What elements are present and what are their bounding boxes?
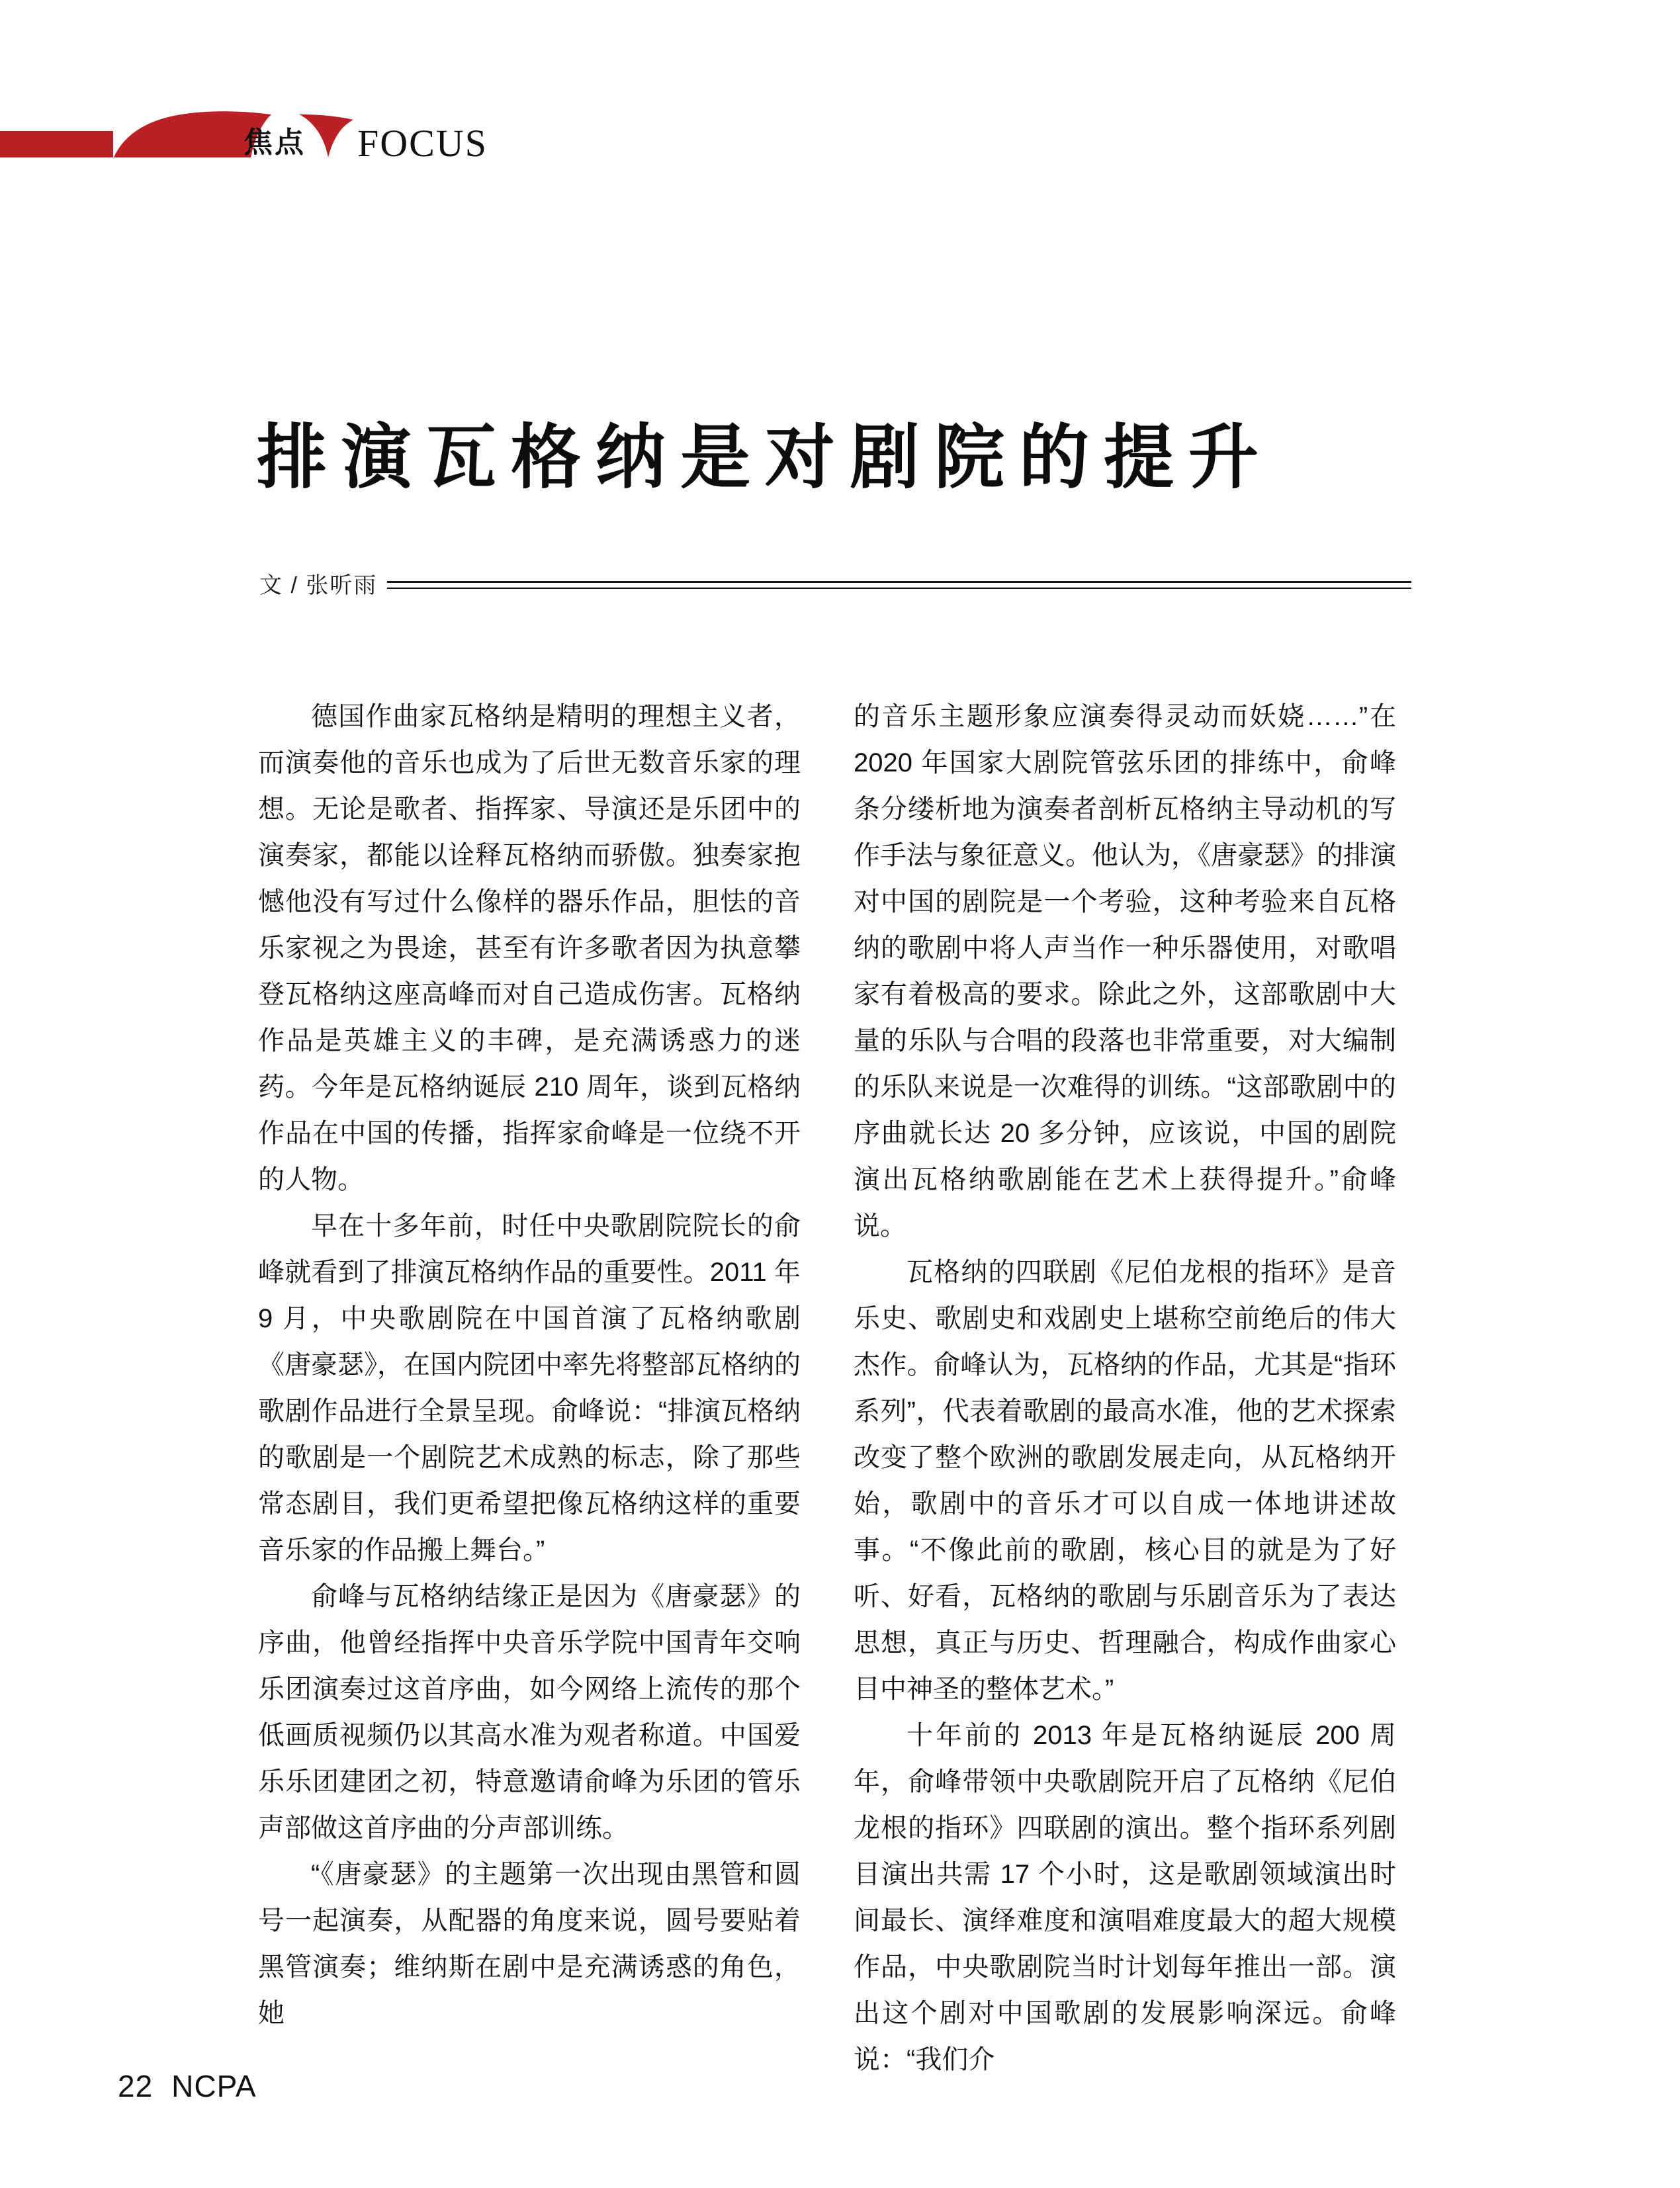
small-swoosh-shape <box>299 114 353 157</box>
article-paragraph: 的音乐主题形象应演奏得灵动而妖娆……”在 2020 年国家大剧院管弦乐团的排练中，俞峰条分缕析地为演奏者剖析瓦格纳主导动机的写作手法与象征意义。他认为，《唐豪瑟》的排演对中国的剧院是一个考验，这种考验来自瓦格纳的歌剧中将人声当作一种乐器使用，对歌唱家有着极高的要求。除此之外，这部歌剧中大量的乐队与合唱的段落也非常重要，对大编制的乐队来说是一次难得的训练。“这部歌剧中的序曲就长达 20 多分钟，应该说，中国的剧院演出瓦格纳歌剧能在艺术上获得提升。”俞峰说。 <box>854 702 1396 1241</box>
article-paragraph: 瓦格纳的四联剧《尼伯龙根的指环》是音乐史、歌剧史和戏剧史上堪称空前绝后的伟大杰作。俞峰认为，瓦格纳的作品，尤其是“指环系列”，代表着歌剧的最高水准，他的艺术探索改变了整个欧洲的歌剧发展走向，从瓦格纳开始，歌剧中的音乐才可以自成一体地讲述故事。“不像此前的歌剧，核心目的就是为了好听、好看，瓦格纳的歌剧与乐剧音乐为了表达思想，真正与历史、哲理融合，构成作曲家心目中神圣的整体艺术。” <box>854 1258 1396 1704</box>
page-footer <box>118 2071 257 2101</box>
magazine-brand: NCPA <box>171 2069 257 2103</box>
page-number: 22 <box>118 2069 154 2103</box>
byline-divider-rule <box>387 581 1411 589</box>
red-swoosh-graphic <box>0 106 371 165</box>
article-paragraph: 俞峰与瓦格纳结缘正是因为《唐豪瑟》的序曲，他曾经指挥中央音乐学院中国青年交响乐团演奏过这首序曲，如今网络上流传的那个低画质视频仍以其高水准为观者称道。中国爱乐乐团建团之初，特意邀请俞峰为乐团的管乐声部做这首序曲的分声部训练。 <box>258 1582 801 1843</box>
page-title: 排演瓦格纳是对剧院的提升 <box>257 419 1273 498</box>
article-paragraph: 德国作曲家瓦格纳是精明的理想主义者，而演奏他的音乐也成为了后世无数音乐家的理想。无论是歌者、指挥家、导演还是乐团中的演奏家，都能以诠释瓦格纳而骄傲。独奏家抱憾他没有写过什么像样的器乐作品，胆怯的音乐家视之为畏途，甚至有许多歌者因为执意攀登瓦格纳这座高峰而对自己造成伤害。瓦格纳作品是英雄主义的丰碑，是充满诱惑力的迷药。今年是瓦格纳诞辰 210 周年，谈到瓦格纳作品在中国的传播，指挥家俞峰是一位绕不开的人物。 <box>258 702 801 1194</box>
article-column-right <box>854 693 1396 2083</box>
article-paragraph: 早在十多年前，时任中央歌剧院院长的俞峰就看到了排演瓦格纳作品的重要性。2011 年 9 月，中央歌剧院在中国首演了瓦格纳歌剧《唐豪瑟》，在国内院团中率先将整部瓦格纳的歌剧作品进行全景呈现。俞峰说：“排演瓦格纳的歌剧是一个剧院艺术成熟的标志，除了那些常态剧目，我们更希望把像瓦格纳这样的重要音乐家的作品搬上舞台。” <box>258 1211 801 1565</box>
red-bar <box>0 131 113 157</box>
article-paragraph: “《唐豪瑟》的主题第一次出现由黑管和圆号一起演奏，从配器的角度来说，圆号要贴着黑管演奏；维纳斯在剧中是充满诱惑的角色，她 <box>258 1860 801 2028</box>
byline-row <box>259 572 1411 601</box>
byline: 文 / 张听雨 <box>259 573 378 598</box>
section-label-en: FOCUS <box>357 122 488 165</box>
article-column-left <box>258 693 801 2036</box>
section-label-cn: 焦点 <box>243 126 306 159</box>
article-paragraph: 十年前的 2013 年是瓦格纳诞辰 200 周年，俞峰带领中央歌剧院开启了瓦格纳《尼伯龙根的指环》四联剧的演出。整个指环系列剧目演出共需 17 个小时，这是歌剧领域演出时间最长、演绎难度和演唱难度最大的超大规模作品，中央歌剧院当时计划每年推出一部。演出这个剧对中国歌剧的发展影响深远。俞峰说：“我们介 <box>854 1721 1396 2074</box>
